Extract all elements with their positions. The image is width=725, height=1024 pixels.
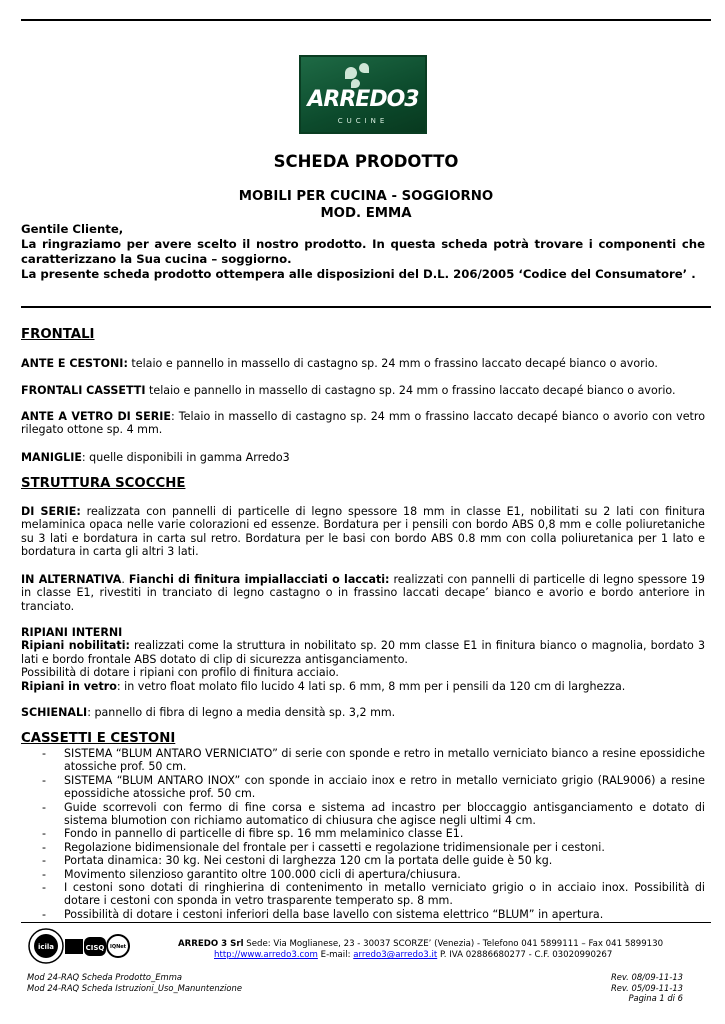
- vetro-label: ANTE A VETRO DI SERIE: [21, 410, 171, 423]
- profilo-text: Possibilità di dotare i ripiani con profilo di finitura acciaio.: [21, 666, 339, 680]
- frontali-vetro: [21, 410, 705, 437]
- nobilitati-text: realizzati come la struttura in nobilitato sp. 20 mm classe E1 in finitura bianco o magnolia, bordato 3 lati e bordo frontale ABS dotato di clip di sicurezza antisganciamento.: [21, 639, 705, 666]
- list-item: - Movimento silenzioso garantito oltre 100.000 cicli di apertura/chiusura.: [42, 867, 461, 881]
- website-link[interactable]: http://www.arredo3.com: [214, 950, 318, 960]
- arredo3-logo: [299, 55, 427, 134]
- contact-line: [214, 950, 612, 960]
- intro-compliance: La presente scheda prodotto ottempera alle disposizioni del D.L. 206/2005 ‘Codice del Consumatore’ .: [21, 267, 696, 281]
- maniglie-text: : quelle disponibili in gamma Arredo3: [81, 451, 290, 464]
- model-name: MOD. EMMA: [320, 206, 412, 221]
- list-item: - Portata dinamica: 30 kg. Nei cestoni di larghezza 120 cm la portata delle guide è 50 kg.: [42, 854, 553, 868]
- alternativa-dot: .: [121, 573, 129, 586]
- ripiani-label: RIPIANI INTERNI: [21, 626, 123, 639]
- cassetti-label: FRONTALI CASSETTI: [21, 384, 146, 397]
- page-number: Pagina 1 di 6: [628, 993, 683, 1004]
- ante-label: ANTE E CESTONI:: [21, 357, 128, 370]
- struttura-ripiani: [21, 626, 705, 693]
- email-link[interactable]: arredo3@arredo3.it: [353, 950, 438, 960]
- intro-rule: [21, 306, 711, 308]
- schienali-label: SCHIENALI: [21, 706, 88, 719]
- list-item: - I cestoni sono dotati di ringhierina di contenimento in metallo verniciato grigio o in acciaio inox. Possibilità di dotare i cestoni con sponda in vetro trasparente temperato sp. 8 mm.: [42, 881, 705, 908]
- cassetti-text: telaio e pannello in massello di castagno sp. 24 mm o frassino laccato decapé bianco o avorio.: [145, 384, 676, 397]
- icila-badge-label: icila: [37, 943, 55, 951]
- vat-text: P. IVA 02886680277 - C.F. 03020990267: [437, 950, 613, 960]
- page-title: SCHEDA PRODOTTO: [273, 152, 459, 171]
- iqnet-badge-label: IQNet: [109, 944, 127, 950]
- logo-brand: ARREDO3: [307, 87, 419, 112]
- intro-greeting: Gentile Cliente,: [21, 222, 124, 236]
- list-item: - SISTEMA “BLUM ANTARO VERNICIATO” di serie con sponde e retro in metallo verniciato bianco a resine epossidiche atossiche prof. 50 cm.: [42, 747, 705, 774]
- logo-leaf-icon: [345, 67, 357, 79]
- serie-label: DI SERIE:: [21, 505, 81, 518]
- struttura-alternativa: [21, 573, 705, 613]
- alternativa-label: IN ALTERNATIVA: [21, 573, 122, 586]
- ripiani-vetro-text: : in vetro float molato filo lucido 4 lati sp. 6 mm, 8 mm per i pensili da 120 cm di larghezza.: [116, 679, 626, 693]
- vetro-text: : Telaio in massello di castagno sp. 24 mm o frassino laccato decapé bianco o avorio con vetro rilegato ottone sp. 4 mm.: [21, 410, 705, 437]
- page-subtitle: MOBILI PER CUCINA - SOGGIORNO: [238, 189, 494, 204]
- logo-subtitle: CUCINE: [337, 117, 389, 125]
- list-item: - Regolazione bidimensionale del frontale per i cassetti e regolazione tridimensionale per i cestoni.: [42, 840, 605, 854]
- intro-thanks: La ringraziamo per avere scelto il nostro prodotto. In questa scheda potrà trovare i componenti che caratterizzano la Sua cucina – soggiorno.: [21, 237, 705, 266]
- footer-rule: [21, 922, 711, 923]
- section-heading-struttura: STRUTTURA SCOCCHE: [21, 476, 186, 491]
- doc-ref-2: Mod 24-RAQ Scheda Istruzioni_Uso_Manuntenzione: [27, 982, 242, 993]
- cisq-badge-label: CISQ: [85, 944, 105, 952]
- list-item: - Possibilità di dotare i cestoni inferiori della base lavello con sistema elettrico “BLUM” in apertura.: [42, 907, 604, 921]
- certification-badges: [27, 926, 131, 966]
- company-address: [178, 939, 663, 949]
- revision-2: Rev. 05/09-11-13: [610, 982, 683, 993]
- struttura-serie: [21, 505, 705, 559]
- list-item: - SISTEMA “BLUM ANTARO INOX” con sponde in acciaio inox e retro in metallo verniciato grigio (RAL9006) a resine epossidiche atossiche prof. 50 cm.: [42, 773, 705, 801]
- maniglie-label: MANIGLIE: [21, 451, 82, 464]
- section-heading-cassetti: CASSETTI E CESTONI: [21, 731, 176, 746]
- doc-reference: [27, 972, 242, 993]
- fianchi-label: Fianchi di finitura impiallacciati o laccati:: [128, 573, 390, 586]
- ripiani-vetro-label: Ripiani in vetro: [21, 679, 117, 693]
- frontali-ante: [21, 357, 705, 370]
- revision-info: [611, 972, 683, 1004]
- email-label: E-mail:: [317, 950, 354, 960]
- schienali-text: : pannello di fibra di legno a media densità sp. 3,2 mm.: [87, 706, 396, 719]
- nobilitati-label: Ripiani nobilitati:: [21, 639, 130, 653]
- cassetti-list: [21, 747, 705, 921]
- frontali-cassetti: [21, 384, 705, 397]
- struttura-schienali: [21, 706, 705, 719]
- serie-text: realizzata con pannelli di particelle di legno spessore 18 mm in classe E1, nobilitati su 2 lati con finitura melaminica opaca nelle varie colorazioni ed essenze. Bordatura per i pensili con bordo ABS 0,8 mm e colle poliuretaniche su 3 lati e bordatura in carta sul retro. Bordatura per le basi con bordo ABS 0.8 mm con colla poliuretanica per 1 lato e bordatura in carta gli altri 3 lati.: [21, 505, 706, 559]
- top-rule: [21, 19, 711, 21]
- alternativa-text: realizzati con pannelli di particelle di legno spessore 19 in classe E1, rivestiti in tranciato di legno castagno o in frassino laccati decape’ bianco e avorio e bordo anteriore in tranciato.: [21, 573, 705, 613]
- doc-ref-1: Mod 24-RAQ Scheda Prodotto_Emma: [27, 972, 182, 982]
- section-heading-frontali: FRONTALI: [21, 327, 95, 342]
- logo-leaf-icon: [359, 63, 369, 73]
- frontali-maniglie: [21, 451, 705, 464]
- address-text: Sede: Via Moglianese, 23 - 30037 SCORZE’ (Venezia) - Telefono 041 5899111 – Fax 041 5899130: [243, 939, 664, 949]
- ante-text: telaio e pannello in massello di castagno sp. 24 mm o frassino laccato decapé bianco o avorio.: [127, 357, 658, 370]
- list-item: - Guide scorrevoli con fermo di fine corsa e sistema ad incastro per bloccaggio antisganciamento e dotato di sistema blumotion con richiamo automatico di chiusura che agisce negli ultimi 4 cm.: [42, 800, 705, 828]
- company-name: ARREDO 3 Srl: [178, 939, 244, 949]
- intro-text: [21, 222, 705, 282]
- list-item: - Fondo in pannello di particelle di fibre sp. 16 mm melaminico classe E1.: [42, 827, 464, 841]
- revision-1: Rev. 08/09-11-13: [610, 972, 683, 982]
